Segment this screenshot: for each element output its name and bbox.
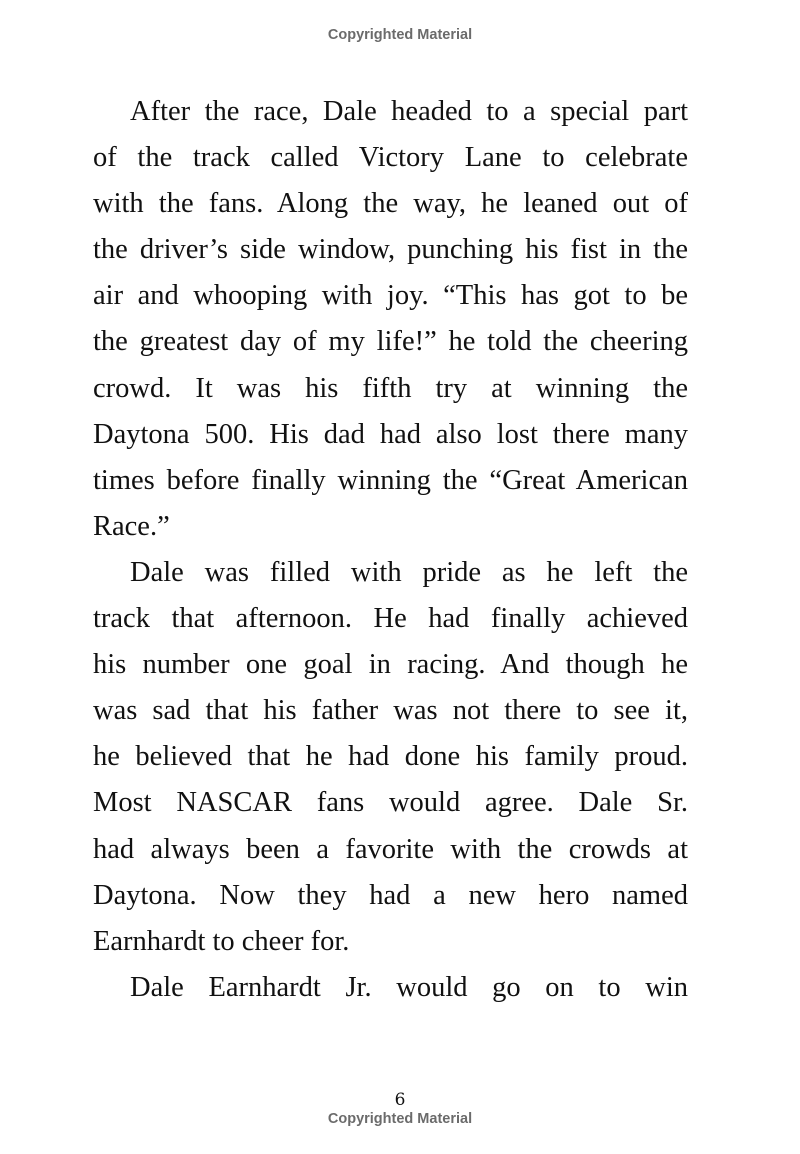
text-line: of the track called Victory Lane to celebrate	[93, 142, 688, 174]
text-line: Daytona. Now they had a new hero named	[93, 879, 688, 911]
text-line: Race.”	[93, 510, 170, 542]
text-line: Daytona 500. His dad had also lost there many	[93, 418, 688, 450]
text-line: times before finally winning the “Great American	[93, 464, 688, 496]
text-line: the greatest day of my life!” he told the cheering	[93, 326, 688, 358]
text-line: Most NASCAR fans would agree. Dale Sr.	[93, 787, 688, 819]
text-line: Dale was filled with pride as he left the	[130, 556, 688, 588]
text-line: After the race, Dale headed to a special part	[130, 96, 688, 127]
text-line: Earnhardt to cheer for.	[93, 925, 350, 957]
text-line: air and whooping with joy. “This has got to be	[93, 280, 688, 312]
text-line: was sad that his father was not there to see it,	[93, 695, 688, 727]
text-line: his number one goal in racing. And though he	[93, 649, 688, 681]
text-line: with the fans. Along the way, he leaned out of	[93, 188, 688, 220]
text-line: had always been a favorite with the crowds at	[93, 833, 688, 865]
page-number: 6	[394, 1090, 406, 1110]
page-body-text	[93, 89, 688, 1011]
text-line: track that afternoon. He had finally achieved	[93, 603, 688, 635]
copyright-footer: Copyrighted Material	[327, 1111, 473, 1127]
text-line: he believed that he had done his family proud.	[93, 741, 688, 773]
copyright-header: Copyrighted Material	[327, 27, 473, 43]
text-line: the driver’s side window, punching his fist in the	[93, 234, 688, 266]
text-line: crowd. It was his fifth try at winning the	[93, 372, 688, 404]
text-line: Dale Earnhardt Jr. would go on to win	[130, 971, 688, 1003]
